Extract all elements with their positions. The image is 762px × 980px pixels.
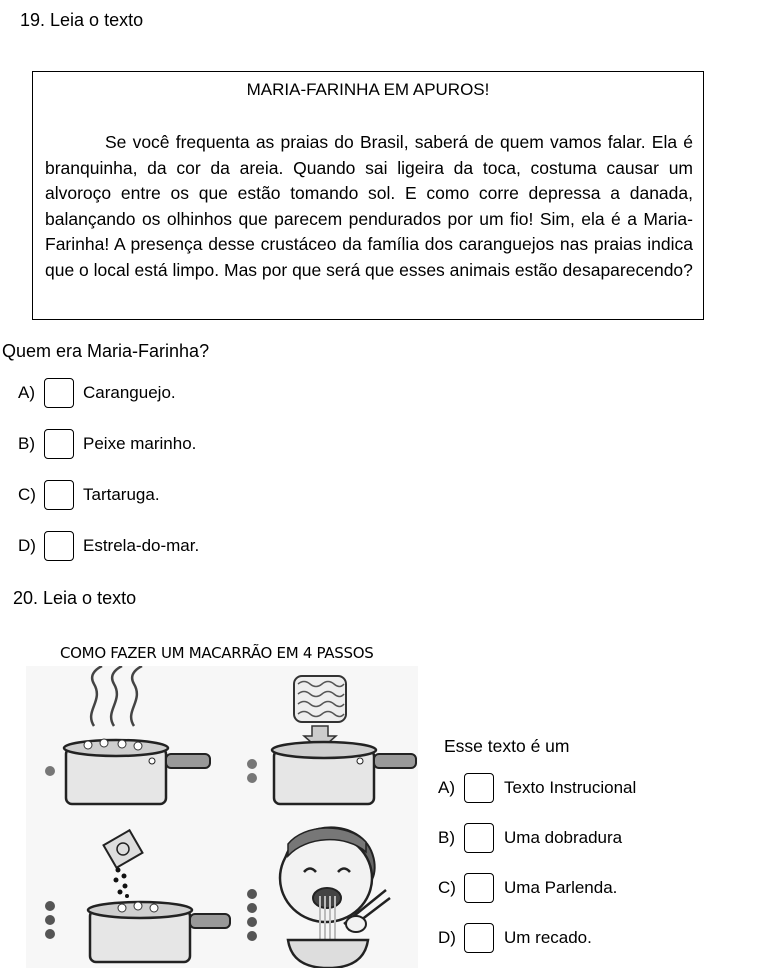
option-checkbox[interactable] [464, 923, 494, 953]
option-text: Estrela-do-mar. [83, 536, 200, 555]
option-letter: A) [18, 383, 35, 402]
option-checkbox[interactable] [464, 773, 494, 803]
option-checkbox[interactable] [464, 823, 494, 853]
option-letter: A) [438, 778, 455, 797]
option-letter: D) [18, 536, 36, 555]
option-text: Texto Instrucional [504, 778, 637, 797]
q20-options [438, 771, 636, 955]
option-checkbox[interactable] [44, 480, 74, 510]
option-text: Uma dobradura [504, 828, 623, 847]
q20-option-a[interactable] [438, 771, 636, 805]
q20-title: 20. Leia o texto [13, 588, 137, 608]
q20-option-b[interactable] [438, 821, 636, 855]
text-box-paragraph [45, 130, 693, 284]
option-checkbox[interactable] [464, 873, 494, 903]
recipe-title: COMO FAZER UM MACARRÃO EM 4 PASSOS [60, 644, 374, 662]
option-checkbox[interactable] [44, 531, 74, 561]
q20-question: Esse texto é um [444, 736, 570, 756]
text-box-title: MARIA-FARINHA EM APUROS! [246, 80, 490, 99]
q20-option-d[interactable] [438, 921, 636, 955]
q19-question: Quem era Maria-Farinha? [2, 341, 210, 361]
option-letter: B) [438, 828, 455, 847]
option-text: Um recado. [504, 928, 592, 947]
text-box [32, 71, 704, 320]
q19-options [18, 376, 199, 563]
option-text: Uma Parlenda. [504, 878, 618, 897]
option-text: Tartaruga. [83, 485, 160, 504]
q19-option-a[interactable] [18, 376, 199, 410]
recipe-illustration [26, 666, 418, 968]
option-letter: B) [18, 434, 35, 453]
option-checkbox[interactable] [44, 429, 74, 459]
option-letter: C) [18, 485, 36, 504]
option-letter: C) [438, 878, 456, 897]
q19-option-c[interactable] [18, 478, 199, 512]
option-text: Caranguejo. [83, 383, 176, 402]
option-letter: D) [438, 928, 456, 947]
q19-title: 19. Leia o texto [20, 10, 144, 30]
q20-option-c[interactable] [438, 871, 636, 905]
option-checkbox[interactable] [44, 378, 74, 408]
q19-option-b[interactable] [18, 427, 199, 461]
q19-option-d[interactable] [18, 529, 199, 563]
text-box-paragraph-text: Se você frequenta as praias do Brasil, saberá de quem vamos falar. Ela é branquinha, da cor da areia. Quando sai ligeira da toca, costuma causar um alvoroço entre os que estão tomando sol. E como corre depressa a danada, balançando os olhinhos que parecem pendurados por um fio! Sim, ela é a Maria-Farinha! A presença desse crustáceo da família dos caranguejos nas praias indica que o local está limpo. Mas por que será que esses animais estão desaparecendo? [45, 132, 693, 280]
option-text: Peixe marinho. [83, 434, 197, 453]
